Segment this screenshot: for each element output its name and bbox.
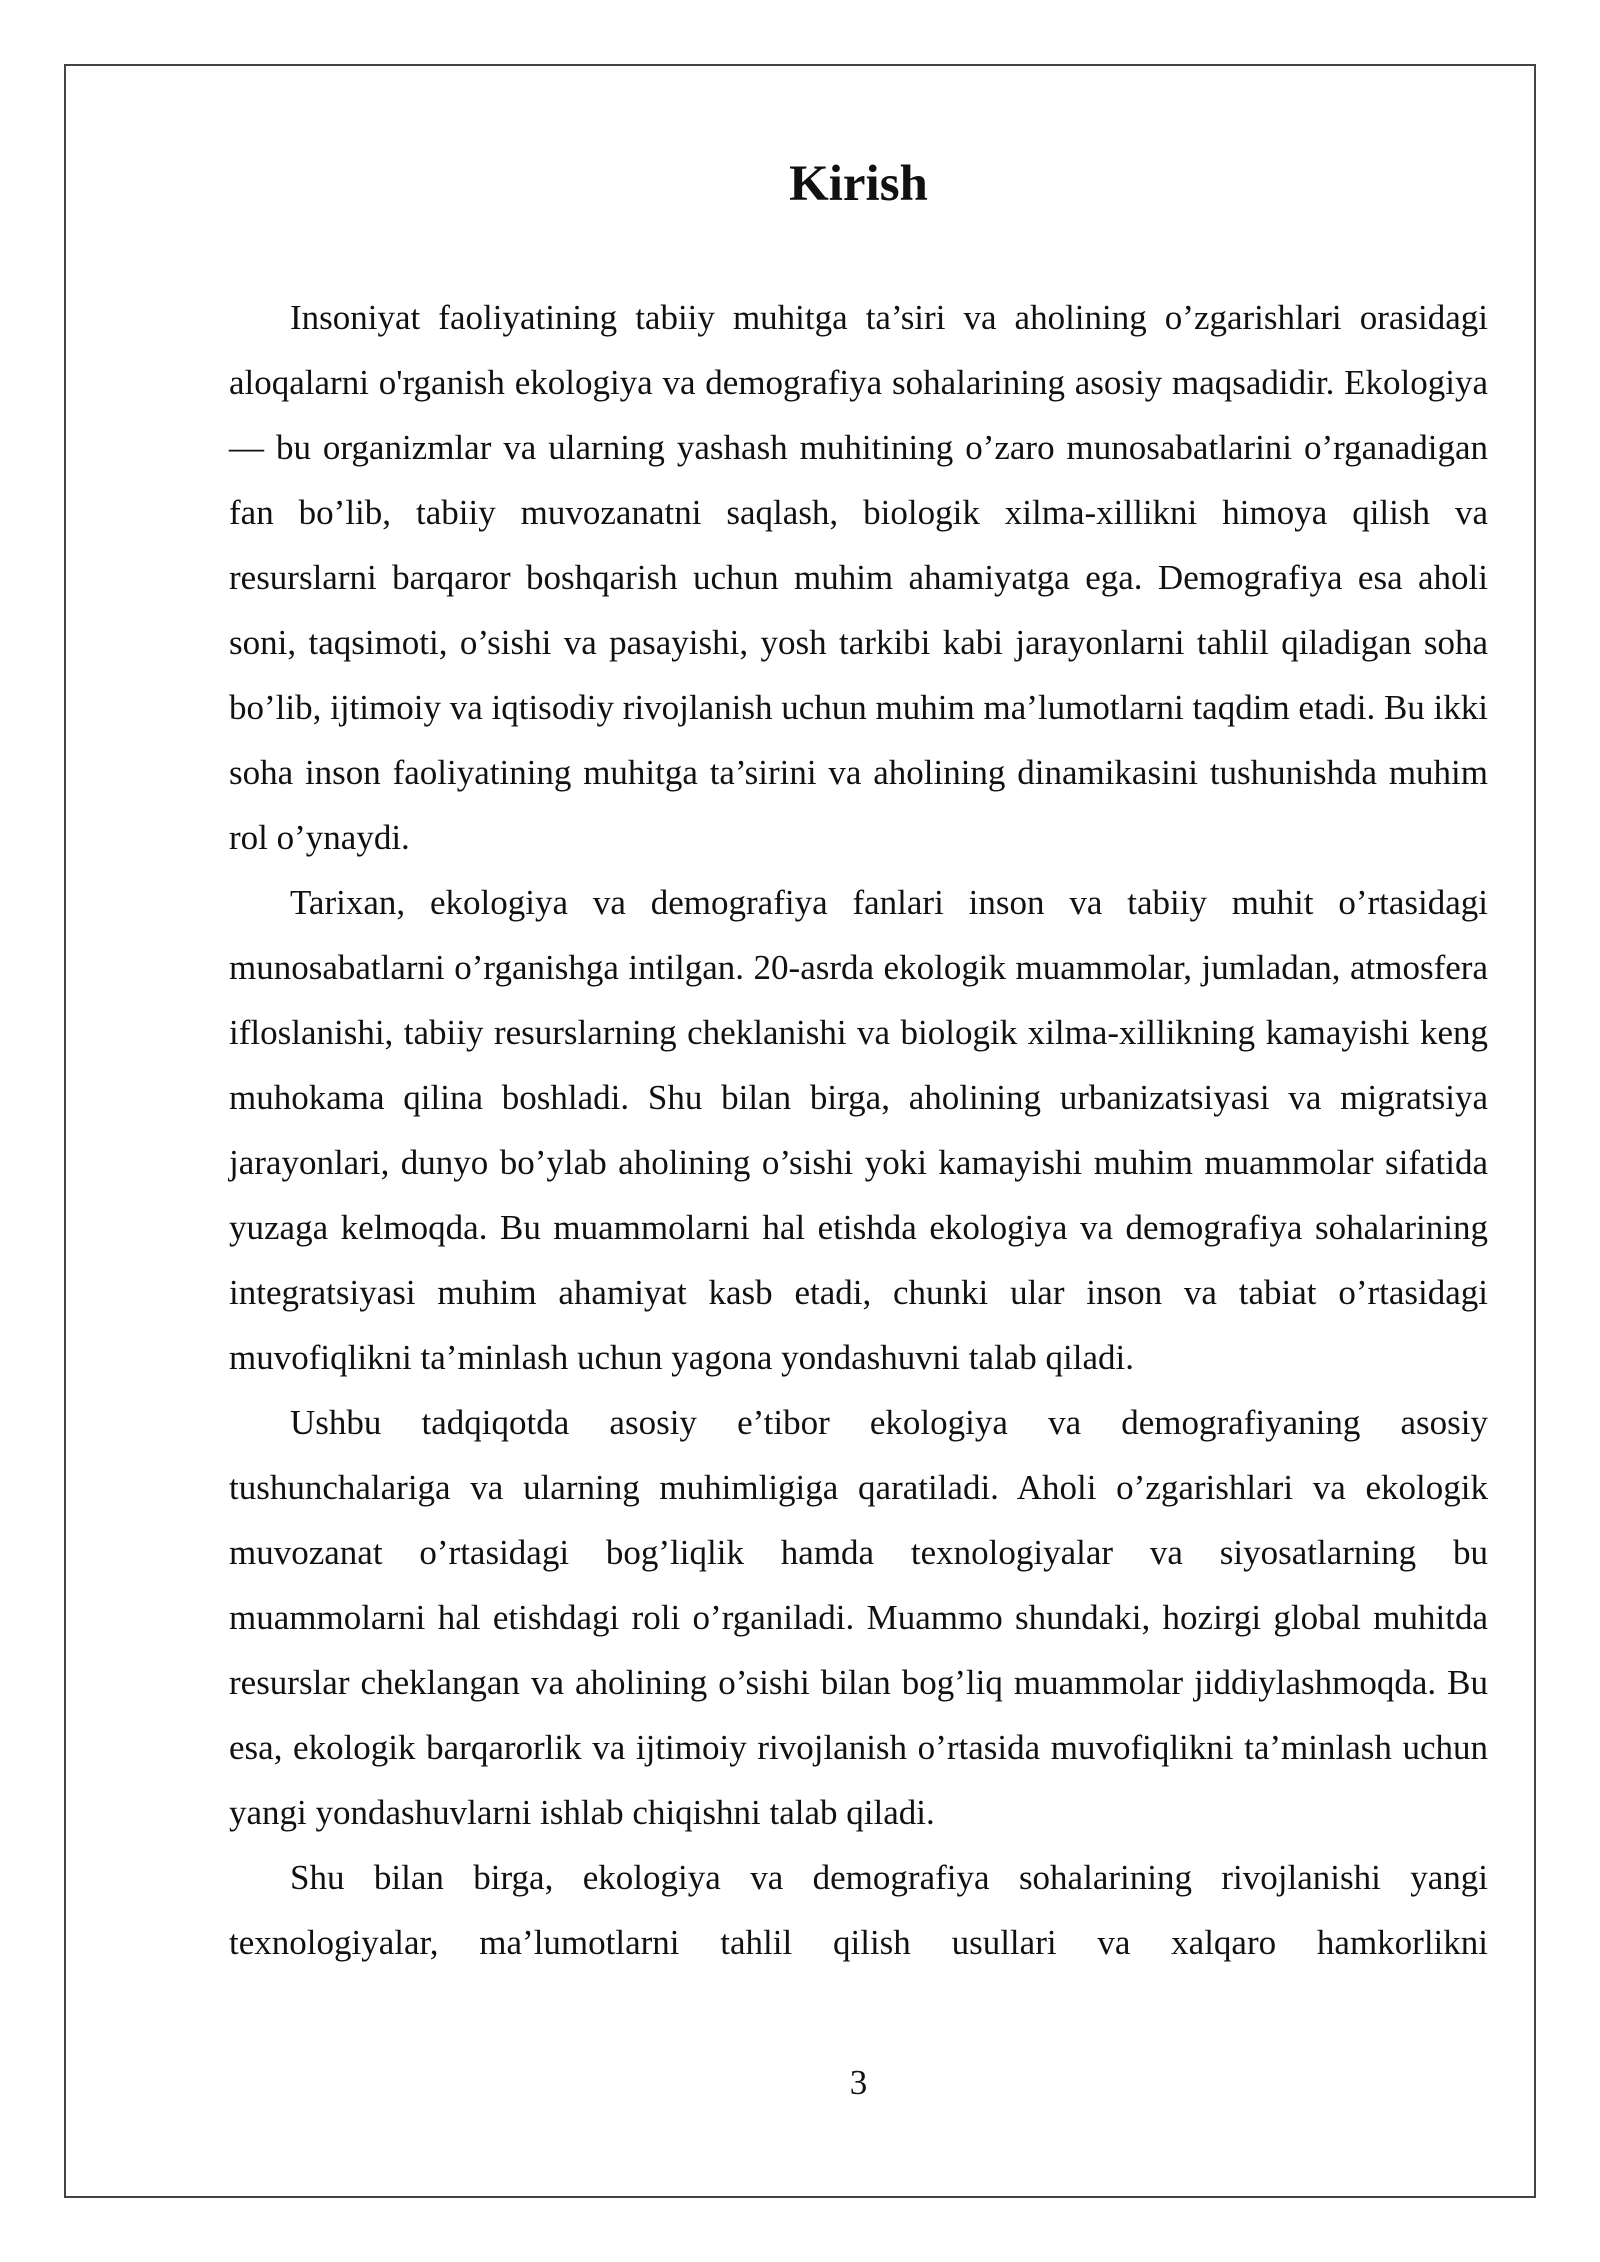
page-title: Kirish (789, 156, 928, 212)
paragraph-2: Tarixan, ekologiya va demografiya fanlari inson va tabiiy muhit o’rtasidagi munosabatlarni o’rganishga intilgan. 20-asrda ekologik muammolar, jumladan, atmosfera ifloslanishi, tabiiy resurslarning cheklanishi va biologik xilma-xillikning kamayishi keng muhokama qilina boshladi. Shu bilan birga, aholining urbanizatsiyasi va migratsiya jarayonlari, dunyo bo’ylab aholining o’sishi yoki kamayishi muhim muammolar sifatida yuzaga kelmoqda. Bu muammolarni hal etishda ekologiya va demografiya sohalarining integratsiyasi muhim ahamiyat kasb etadi, chunki ular inson va tabiat o’rtasidagi muvofiqlikni ta’minlash uchun yagona yondashuvni talab qiladi. (229, 883, 1488, 1377)
paragraph-1: Insoniyat faoliyatining tabiiy muhitga ta’siri va aholining o’zgarishlari orasidagi aloqalarni o'rganish ekologiya va demografiya sohalarining asosiy maqsadidir. Ekologiya — bu organizmlar va ularning yashash muhitining o’zaro munosabatlarini o’rganadigan fan bo’lib, tabiiy muvozanatni saqlash, biologik xilma-xillikni himoya qilish va resurslarni barqaror boshqarish uchun muhim ahamiyatga ega. Demografiya esa aholi soni, taqsimoti, o’sishi va pasayishi, yosh tarkibi kabi jarayonlarni tahlil qiladigan soha bo’lib, ijtimoiy va iqtisodiy rivojlanish uchun muhim ma’lumotlarni taqdim etadi. Bu ikki soha inson faoliyatining muhitga ta’sirini va aholining dinamikasini tushunishda muhim rol o’ynaydi. (229, 298, 1488, 857)
paragraph-3: Ushbu tadqiqotda asosiy e’tibor ekologiya va demografiyaning asosiy tushunchalariga va ularning muhimligiga qaratiladi. Aholi o’zgarishlari va ekologik muvozanat o’rtasidagi bog’liqlik hamda texnologiyalar va siyosatlarning bu muammolarni hal etishdagi roli o’rganiladi. Muammo shundaki, hozirgi global muhitda resurslar cheklangan va aholining o’sishi bilan bog’liq muammolar jiddiylashmoqda. Bu esa, ekologik barqarorlik va ijtimoiy rivojlanish o’rtasida muvofiqlikni ta’minlash uchun yangi yondashuvlarni ishlab chiqishni talab qiladi. (229, 1403, 1488, 1832)
body-text (229, 285, 1488, 1975)
page-number: 3 (849, 2063, 868, 2102)
paragraph-4: Shu bilan birga, ekologiya va demografiya sohalarining rivojlanishi yangi texnologiyalar, ma’lumotlarni tahlil qilish usullari va xalqaro hamkorlikni (229, 1858, 1488, 1962)
